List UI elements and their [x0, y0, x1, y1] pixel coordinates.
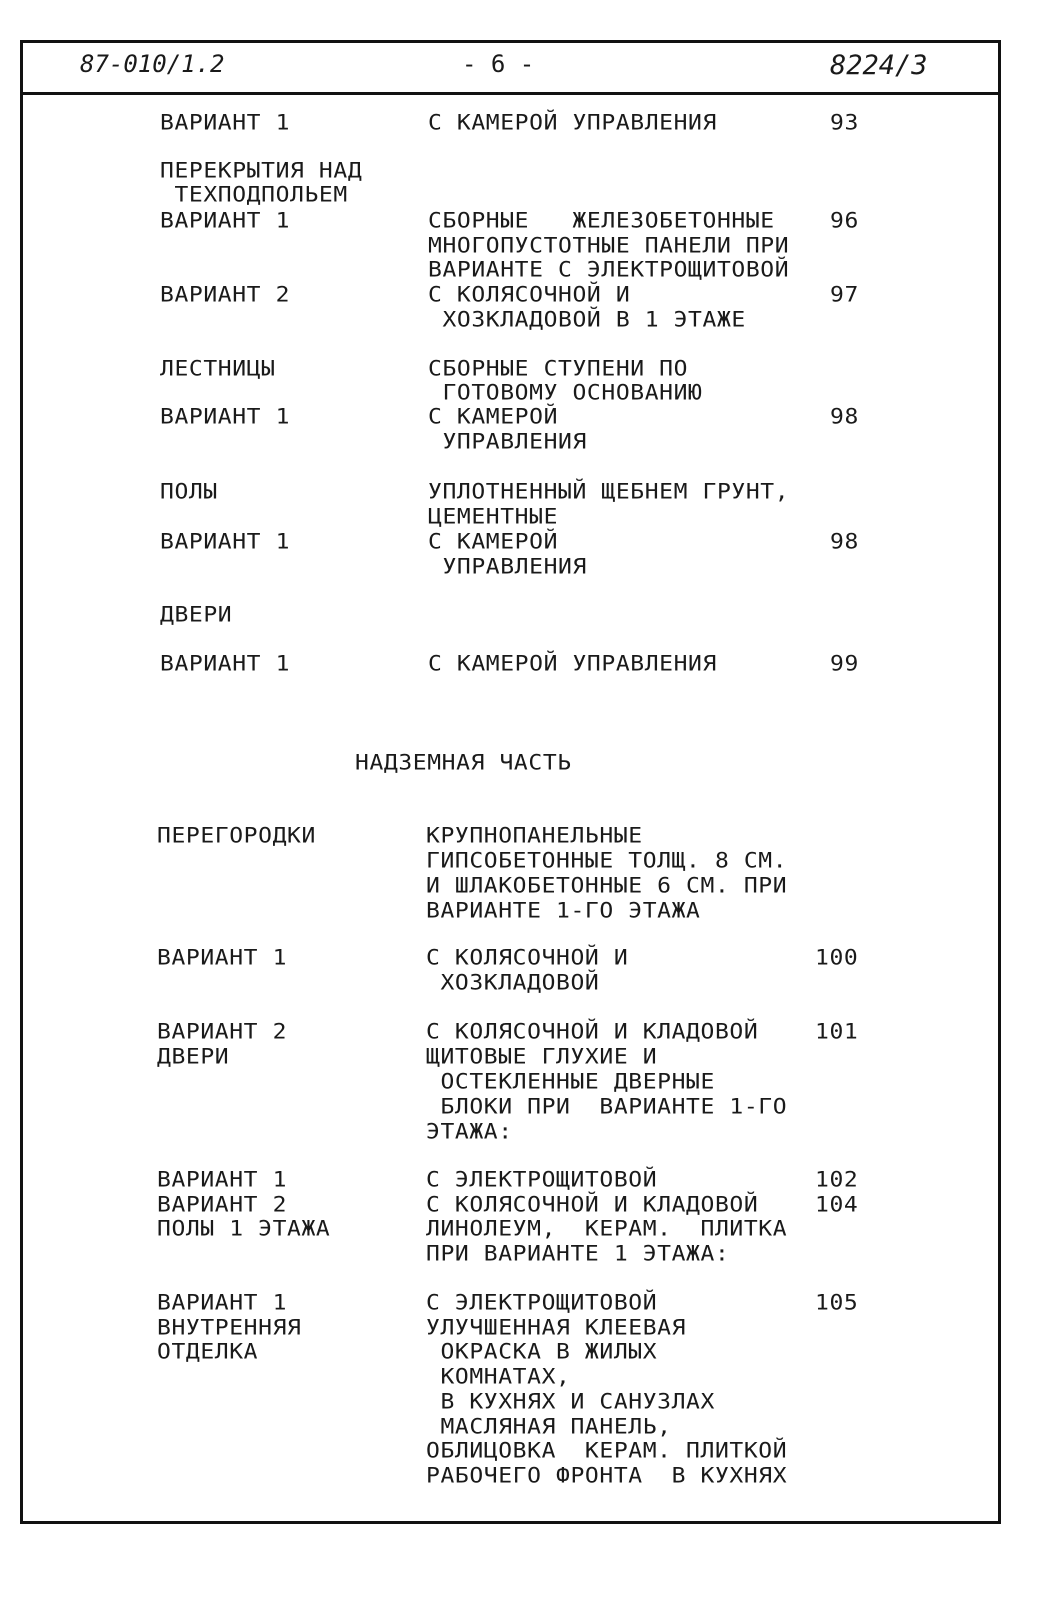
- item-page-ref: 98: [830, 530, 859, 554]
- item-label: ВАРИАНТ 1: [157, 946, 288, 970]
- item-description: ОБЛИЦОВКА КЕРАМ. ПЛИТКОЙ: [426, 1439, 788, 1463]
- item-description: ХОЗКЛАДОВОЙ В 1 ЭТАЖЕ: [428, 308, 746, 332]
- item-description: ХОЗКЛАДОВОЙ: [426, 971, 600, 995]
- item-description: УПРАВЛЕНИЯ: [428, 430, 587, 454]
- item-description: ОСТЕКЛЕННЫЕ ДВЕРНЫЕ: [426, 1070, 715, 1094]
- item-label: ВАРИАНТ 1: [157, 1291, 288, 1315]
- item-description: УПЛОТНЕННЫЙ ЩЕБНЕМ ГРУНТ,: [428, 480, 790, 504]
- item-description: ЭТАЖА:: [426, 1120, 513, 1144]
- item-description: С КАМЕРОЙ: [428, 530, 559, 554]
- item-description: УЛУЧШЕННАЯ КЛЕЕВАЯ: [426, 1316, 687, 1340]
- item-description: КРУПНОПАНЕЛЬНЫЕ: [426, 824, 643, 848]
- item-description: С КАМЕРОЙ: [428, 405, 559, 429]
- item-page-ref: 102: [815, 1168, 859, 1192]
- item-label: ВАРИАНТ 2: [157, 1020, 288, 1044]
- item-description: СБОРНЫЕ ЖЕЛЕЗОБЕТОННЫЕ: [428, 209, 775, 233]
- item-description: С КАМЕРОЙ УПРАВЛЕНИЯ: [428, 111, 717, 135]
- item-label: ПЕРЕГОРОДКИ: [157, 824, 316, 848]
- item-page-ref: 100: [815, 946, 859, 970]
- item-description: С ЭЛЕКТРОЩИТОВОЙ: [426, 1291, 658, 1315]
- item-label: ДВЕРИ: [157, 1045, 230, 1069]
- item-label: ВАРИАНТ 2: [157, 1193, 288, 1217]
- item-description: ВАРИАНТЕ 1-ГО ЭТАЖА: [426, 899, 701, 923]
- item-description: ЦЕМЕНТНЫЕ: [428, 505, 559, 529]
- section-title: НАДЗЕМНАЯ ЧАСТЬ: [355, 751, 572, 775]
- item-page-ref: 104: [815, 1193, 859, 1217]
- item-description: УПРАВЛЕНИЯ: [428, 555, 587, 579]
- item-description: С КОЛЯСОЧНОЙ И КЛАДОВОЙ: [426, 1020, 759, 1044]
- item-page-ref: 93: [830, 111, 859, 135]
- item-label: ЛЕСТНИЦЫ: [160, 357, 276, 381]
- item-description: И ШЛАКОБЕТОННЫЕ 6 СМ. ПРИ: [426, 874, 788, 898]
- item-label: ВАРИАНТ 1: [160, 530, 291, 554]
- item-description: ЩИТОВЫЕ ГЛУХИЕ И: [426, 1045, 658, 1069]
- item-label: ВАРИАНТ 1: [160, 405, 291, 429]
- item-description: КОМНАТАХ,: [426, 1365, 571, 1389]
- item-description: С КОЛЯСОЧНОЙ И: [426, 946, 629, 970]
- item-label: ВНУТРЕННЯЯ: [157, 1316, 302, 1340]
- item-description: ОКРАСКА В ЖИЛЫХ: [426, 1340, 658, 1364]
- item-description: С ЭЛЕКТРОЩИТОВОЙ: [426, 1168, 658, 1192]
- item-description: ПРИ ВАРИАНТЕ 1 ЭТАЖА:: [426, 1242, 730, 1266]
- item-description: ЛИНОЛЕУМ, КЕРАМ. ПЛИТКА: [426, 1217, 788, 1241]
- item-description: ГИПСОБЕТОННЫЕ ТОЛЩ. 8 СМ.: [426, 849, 788, 873]
- item-page-ref: 101: [815, 1020, 859, 1044]
- item-description: РАБОЧЕГО ФРОНТА В КУХНЯХ: [426, 1464, 788, 1488]
- item-description: С КОЛЯСОЧНОЙ И КЛАДОВОЙ: [426, 1193, 759, 1217]
- item-page-ref: 97: [830, 283, 859, 307]
- item-label: ПОЛЫ: [160, 480, 218, 504]
- sheet-number: 8224/3: [830, 50, 928, 81]
- item-description: СБОРНЫЕ СТУПЕНИ ПО: [428, 357, 689, 381]
- item-label: ВАРИАНТ 1: [160, 209, 291, 233]
- document-code: 87-010/1.2: [80, 50, 225, 78]
- item-label: ВАРИАНТ 1: [160, 652, 291, 676]
- item-label: ТЕХПОДПОЛЬЕМ: [160, 183, 348, 207]
- item-page-ref: 99: [830, 652, 859, 676]
- item-page-ref: 105: [815, 1291, 859, 1315]
- item-label: ПЕРЕКРЫТИЯ НАД: [160, 159, 363, 183]
- item-description: МАСЛЯНАЯ ПАНЕЛЬ,: [426, 1415, 672, 1439]
- header-divider: [20, 92, 1001, 95]
- item-page-ref: 96: [830, 209, 859, 233]
- item-label: ДВЕРИ: [160, 603, 233, 627]
- item-description: В КУХНЯХ И САНУЗЛАХ: [426, 1390, 715, 1414]
- page-number: - 6 -: [462, 50, 535, 78]
- item-description: С КОЛЯСОЧНОЙ И: [428, 283, 631, 307]
- item-description: БЛОКИ ПРИ ВАРИАНТЕ 1-ГО: [426, 1095, 788, 1119]
- item-description: ВАРИАНТЕ С ЭЛЕКТРОЩИТОВОЙ: [428, 258, 790, 282]
- item-page-ref: 98: [830, 405, 859, 429]
- item-description: С КАМЕРОЙ УПРАВЛЕНИЯ: [428, 652, 717, 676]
- item-label: ВАРИАНТ 1: [160, 111, 291, 135]
- item-description: ГОТОВОМУ ОСНОВАНИЮ: [428, 381, 703, 405]
- item-label: ПОЛЫ 1 ЭТАЖА: [157, 1217, 331, 1241]
- item-label: ВАРИАНТ 2: [160, 283, 291, 307]
- item-description: МНОГОПУСТОТНЫЕ ПАНЕЛИ ПРИ: [428, 234, 790, 258]
- item-label: ОТДЕЛКА: [157, 1340, 259, 1364]
- item-label: ВАРИАНТ 1: [157, 1168, 288, 1192]
